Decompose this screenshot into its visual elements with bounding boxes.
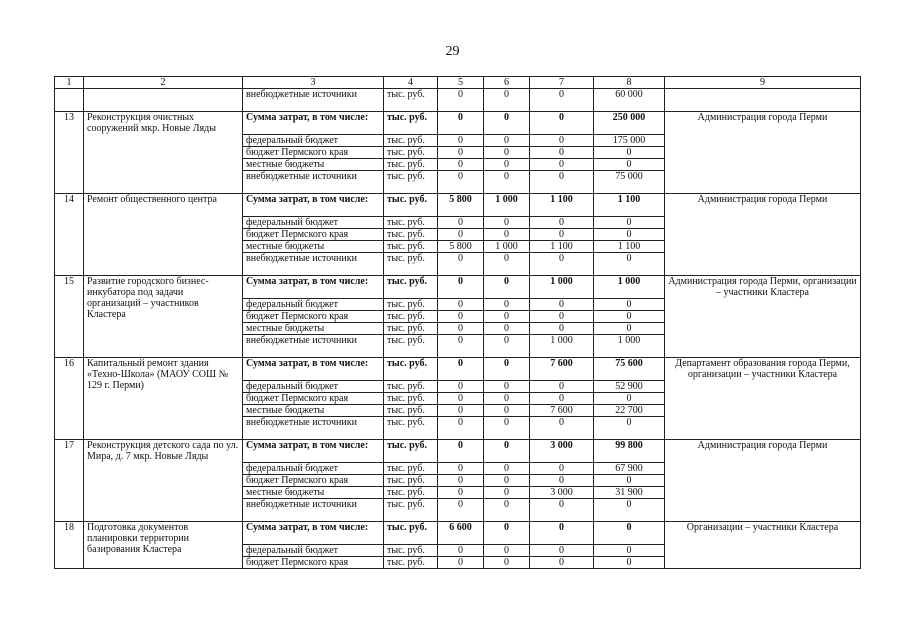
funding-source: местные бюджеты [243,241,384,253]
funding-source: местные бюджеты [243,405,384,417]
value-col5: 5 800 [438,194,484,217]
funding-source: бюджет Пермского края [243,557,384,569]
row-number: 18 [55,522,84,569]
unit-cell: тыс. руб. [384,335,438,358]
value-col7: 0 [530,545,594,557]
value-col6: 1 000 [484,241,530,253]
value-col6: 0 [484,171,530,194]
continuation-row [55,89,861,112]
value-col8: 67 900 [594,463,665,475]
funding-source: федеральный бюджет [243,381,384,393]
value-col8: 0 [594,393,665,405]
table-row [55,522,861,545]
value-col8: 0 [594,499,665,522]
value-col5: 0 [438,217,484,229]
value-col5: 0 [438,545,484,557]
unit-cell: тыс. руб. [384,229,438,241]
value-col7: 0 [530,557,594,569]
value-col6: 0 [484,112,530,135]
value-col7: 7 600 [530,405,594,417]
table-row [55,440,861,463]
unit-cell: тыс. руб. [384,89,438,112]
funding-source: Сумма затрат, в том числе: [243,194,384,217]
value-col6: 0 [484,358,530,381]
value-col6: 0 [484,299,530,311]
value-col6: 0 [484,499,530,522]
value-col6: 1 000 [484,194,530,217]
value-col6: 0 [484,381,530,393]
row-number-cell [55,89,84,112]
unit-cell: тыс. руб. [384,217,438,229]
value-col8: 0 [594,229,665,241]
table-body [55,77,861,569]
value-col7: 0 [530,417,594,440]
value-col7: 0 [530,475,594,487]
value-col6: 0 [484,229,530,241]
value-col6: 0 [484,135,530,147]
column-number: 9 [665,77,861,89]
value-col8: 0 [594,311,665,323]
value-col5: 0 [438,229,484,241]
value-col6: 0 [484,557,530,569]
executor: Администрация города Перми [665,440,861,522]
column-number-row [55,77,861,89]
value-col6: 0 [484,417,530,440]
value-col7: 3 000 [530,487,594,499]
value-col7: 0 [530,463,594,475]
unit-cell: тыс. руб. [384,171,438,194]
value-col8: 250 000 [594,112,665,135]
value-col5: 0 [438,323,484,335]
unit-cell: тыс. руб. [384,147,438,159]
value-col7: 0 [530,522,594,545]
value-col8: 0 [594,522,665,545]
value-col6: 0 [484,276,530,299]
value-col8: 22 700 [594,405,665,417]
value-col6: 0 [484,335,530,358]
funding-source: внебюджетные источники [243,417,384,440]
unit-cell: тыс. руб. [384,417,438,440]
value-col8: 0 [594,147,665,159]
column-number: 2 [84,77,243,89]
funding-source: внебюджетные источники [243,499,384,522]
table-row [55,194,861,217]
executor: Администрация города Перми, организации – участники Кластера [665,276,861,358]
value-col8: 1 000 [594,276,665,299]
page-number: 29 [445,44,460,59]
value-col6: 0 [484,475,530,487]
funding-source: внебюджетные источники [243,171,384,194]
value-col5: 0 [438,463,484,475]
unit-cell: тыс. руб. [384,475,438,487]
unit-cell: тыс. руб. [384,405,438,417]
unit-cell: тыс. руб. [384,135,438,147]
funding-source: бюджет Пермского края [243,147,384,159]
unit-cell: тыс. руб. [384,393,438,405]
project-name: Подготовка документов планировки территории базирования Кластера [84,522,243,569]
value-col7: 0 [530,381,594,393]
value-col5: 0 [438,299,484,311]
unit-cell: тыс. руб. [384,463,438,475]
column-number: 3 [243,77,384,89]
value-col7: 0 [530,323,594,335]
unit-cell: тыс. руб. [384,299,438,311]
value-col5: 0 [438,487,484,499]
value-col7: 7 600 [530,358,594,381]
unit-cell: тыс. руб. [384,545,438,557]
value-col5: 0 [438,335,484,358]
value-col5: 0 [438,499,484,522]
funding-source: бюджет Пермского края [243,229,384,241]
value-col5: 0 [438,381,484,393]
value-col5: 0 [438,135,484,147]
value-col8: 1 100 [594,241,665,253]
value-col5: 0 [438,89,484,112]
value-col6: 0 [484,323,530,335]
column-number: 6 [484,77,530,89]
executor-cell [665,89,861,112]
value-col7: 0 [530,135,594,147]
row-number: 14 [55,194,84,276]
value-col7: 0 [530,217,594,229]
table-row [55,358,861,381]
value-col6: 0 [484,522,530,545]
value-col6: 0 [484,393,530,405]
funding-source: федеральный бюджет [243,545,384,557]
value-col7: 0 [530,171,594,194]
value-col8: 0 [594,217,665,229]
value-col7: 0 [530,229,594,241]
unit-cell: тыс. руб. [384,499,438,522]
budget-table [54,76,861,569]
executor: Администрация города Перми [665,194,861,276]
funding-source: Сумма затрат, в том числе: [243,522,384,545]
column-number: 8 [594,77,665,89]
value-col8: 75 600 [594,358,665,381]
value-col8: 0 [594,323,665,335]
value-col7: 1 000 [530,276,594,299]
executor: Администрация города Перми [665,112,861,194]
row-number: 15 [55,276,84,358]
funding-source: Сумма затрат, в том числе: [243,358,384,381]
unit-cell: тыс. руб. [384,358,438,381]
funding-source: внебюджетные источники [243,253,384,276]
project-name: Ремонт общественного центра [84,194,243,276]
column-number: 1 [55,77,84,89]
value-col8: 0 [594,545,665,557]
funding-source: бюджет Пермского края [243,393,384,405]
value-col6: 0 [484,217,530,229]
value-col8: 0 [594,159,665,171]
value-col6: 0 [484,89,530,112]
value-col7: 0 [530,159,594,171]
value-col8: 1 100 [594,194,665,217]
value-col5: 0 [438,253,484,276]
value-col7: 1 100 [530,241,594,253]
value-col6: 0 [484,147,530,159]
column-number: 4 [384,77,438,89]
value-col5: 0 [438,147,484,159]
value-col5: 0 [438,557,484,569]
value-col5: 0 [438,417,484,440]
unit-cell: тыс. руб. [384,522,438,545]
value-col8: 99 800 [594,440,665,463]
row-number: 13 [55,112,84,194]
value-col8: 0 [594,299,665,311]
value-col8: 75 000 [594,171,665,194]
value-col8: 31 900 [594,487,665,499]
funding-source: федеральный бюджет [243,135,384,147]
row-number: 17 [55,440,84,522]
value-col7: 0 [530,147,594,159]
funding-source: Сумма затрат, в том числе: [243,112,384,135]
executor: Организации – участники Кластера [665,522,861,569]
value-col7: 0 [530,253,594,276]
value-col5: 6 600 [438,522,484,545]
funding-source: федеральный бюджет [243,463,384,475]
unit-cell: тыс. руб. [384,311,438,323]
funding-source: внебюджетные источники [243,335,384,358]
value-col7: 0 [530,89,594,112]
value-col6: 0 [484,487,530,499]
funding-source: бюджет Пермского края [243,475,384,487]
value-col6: 0 [484,463,530,475]
unit-cell: тыс. руб. [384,323,438,335]
unit-cell: тыс. руб. [384,557,438,569]
column-number: 7 [530,77,594,89]
value-col8: 175 000 [594,135,665,147]
unit-cell: тыс. руб. [384,159,438,171]
value-col5: 0 [438,171,484,194]
value-col8: 1 000 [594,335,665,358]
unit-cell: тыс. руб. [384,241,438,253]
value-col8: 52 900 [594,381,665,393]
value-col8: 0 [594,557,665,569]
value-col8: 60 000 [594,89,665,112]
funding-source: Сумма затрат, в том числе: [243,276,384,299]
funding-source: Сумма затрат, в том числе: [243,440,384,463]
project-name-cell [84,89,243,112]
unit-cell: тыс. руб. [384,112,438,135]
funding-source: федеральный бюджет [243,217,384,229]
value-col6: 0 [484,405,530,417]
table-row [55,112,861,135]
value-col7: 1 100 [530,194,594,217]
funding-source: местные бюджеты [243,487,384,499]
value-col6: 0 [484,159,530,171]
value-col5: 0 [438,405,484,417]
value-col7: 0 [530,499,594,522]
value-col7: 0 [530,311,594,323]
value-col5: 0 [438,276,484,299]
value-col5: 0 [438,159,484,171]
value-col7: 0 [530,393,594,405]
value-col5: 0 [438,393,484,405]
funding-source: местные бюджеты [243,323,384,335]
value-col5: 0 [438,475,484,487]
funding-source: местные бюджеты [243,159,384,171]
unit-cell: тыс. руб. [384,381,438,393]
value-col5: 0 [438,112,484,135]
value-col6: 0 [484,545,530,557]
funding-source: бюджет Пермского края [243,311,384,323]
column-number: 5 [438,77,484,89]
value-col5: 5 800 [438,241,484,253]
value-col7: 0 [530,112,594,135]
unit-cell: тыс. руб. [384,487,438,499]
value-col6: 0 [484,253,530,276]
value-col5: 0 [438,440,484,463]
unit-cell: тыс. руб. [384,276,438,299]
value-col5: 0 [438,311,484,323]
value-col8: 0 [594,475,665,487]
project-name: Капитальный ремонт здания «Техно-Школа» (МАОУ СОШ № 129 г. Перми) [84,358,243,440]
table-row [55,276,861,299]
value-col5: 0 [438,358,484,381]
project-name: Развитие городского бизнес-инкубатора под задачи организаций – участников Кластера [84,276,243,358]
unit-cell: тыс. руб. [384,440,438,463]
value-col6: 0 [484,311,530,323]
unit-cell: тыс. руб. [384,194,438,217]
value-col8: 0 [594,417,665,440]
row-number: 16 [55,358,84,440]
funding-source: внебюджетные источники [243,89,384,112]
value-col8: 0 [594,253,665,276]
value-col7: 1 000 [530,335,594,358]
value-col7: 0 [530,299,594,311]
funding-source: федеральный бюджет [243,299,384,311]
unit-cell: тыс. руб. [384,253,438,276]
project-name: Реконструкция детского сада по ул. Мира, д. 7 мкр. Новые Ляды [84,440,243,522]
value-col7: 3 000 [530,440,594,463]
executor: Департамент образования города Перми, организации – участники Кластера [665,358,861,440]
value-col6: 0 [484,440,530,463]
project-name: Реконструкция очистных сооружений мкр. Новые Ляды [84,112,243,194]
